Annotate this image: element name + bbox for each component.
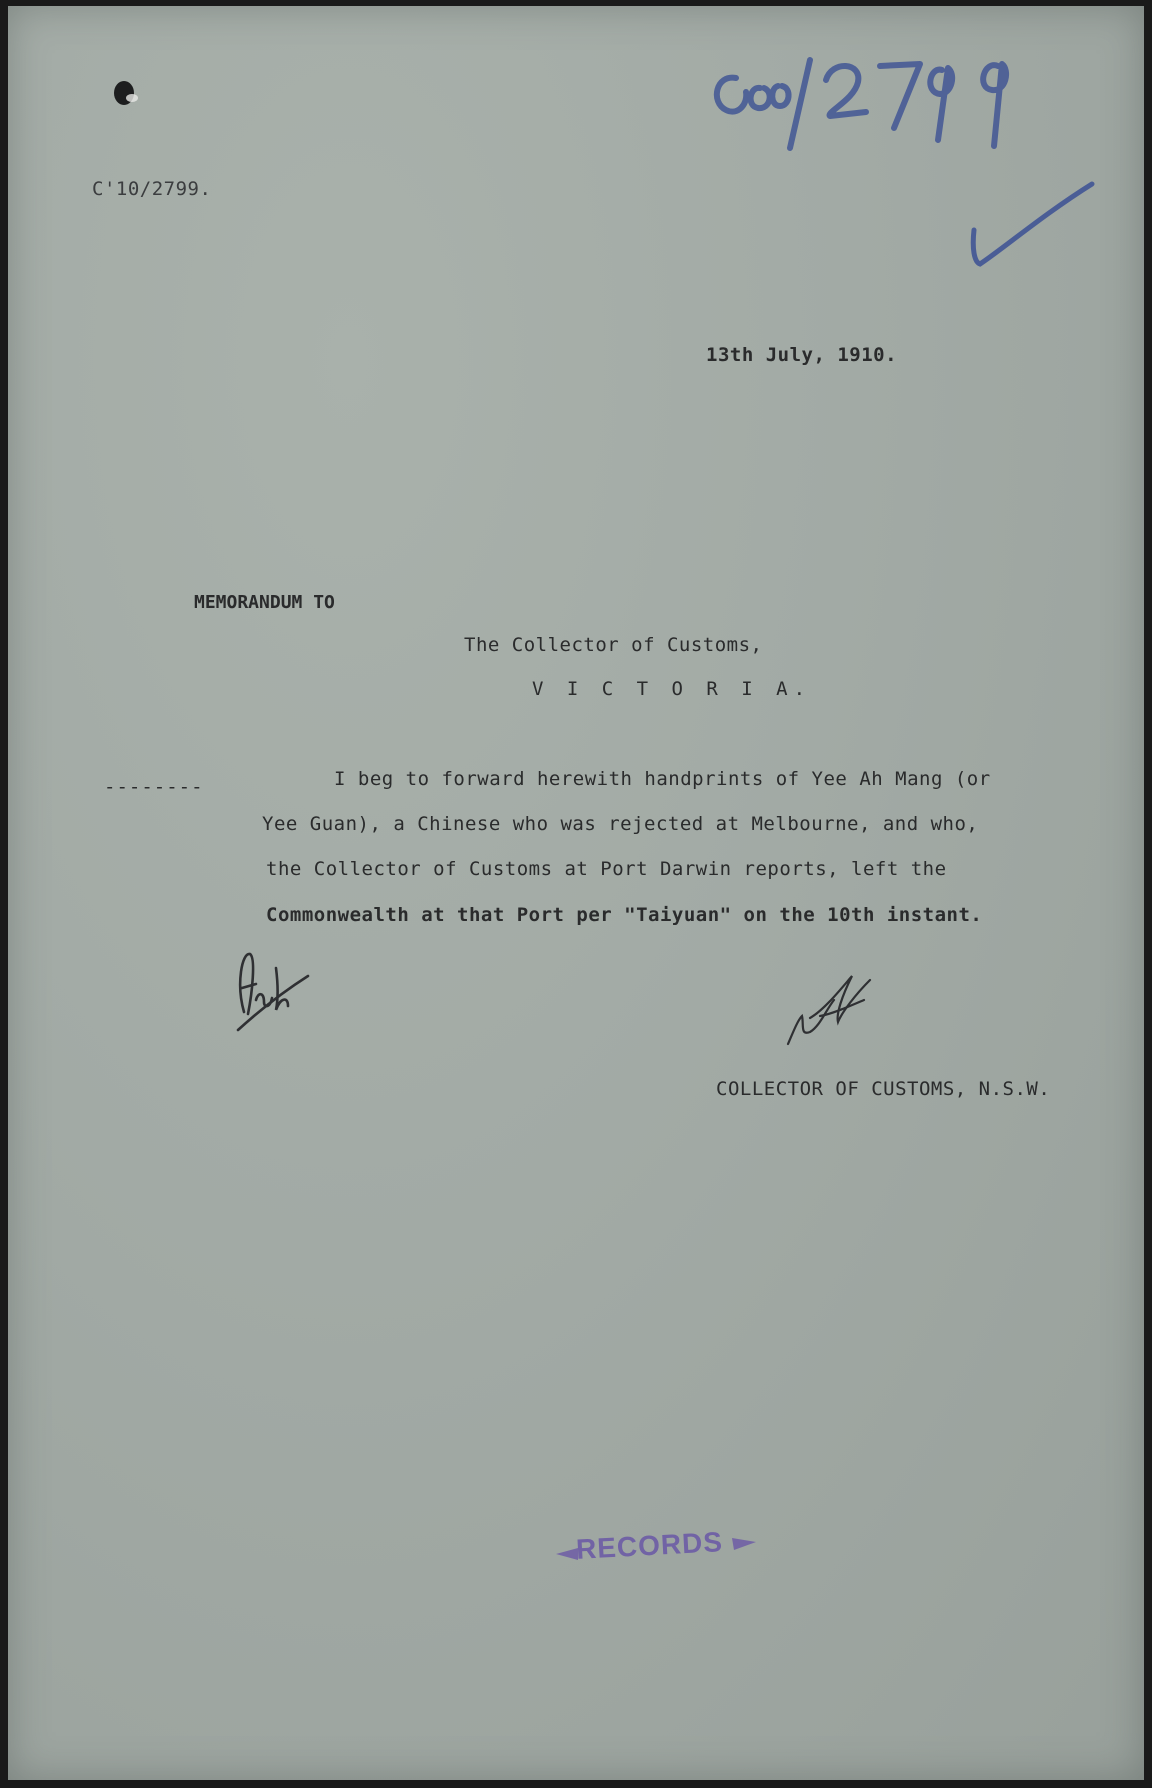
body-line: I beg to forward herewith handprints of Yee Ah Mang (or [334, 768, 991, 790]
signature [780, 970, 880, 1052]
body-line: Commonwealth at that Port per "Taiyuan" on the 10th instant. [266, 904, 983, 926]
body-line: the Collector of Customs at Port Darwin reports, left the [266, 858, 947, 880]
sign-off: COLLECTOR OF CUSTOMS, N.S.W. [716, 1078, 1051, 1100]
addressee-line-2: V I C T O R I A. [532, 678, 812, 700]
handwritten-initials [230, 944, 310, 1036]
records-stamp [552, 1524, 762, 1570]
records-stamp-text: RECORDS [575, 1526, 724, 1565]
file-reference: C'10/2799. [92, 178, 212, 200]
document-date: 13th July, 1910. [706, 344, 898, 366]
margin-dashes: -------- [104, 776, 204, 798]
punch-hole-icon [112, 78, 140, 108]
document-page [8, 6, 1144, 1780]
checkmark-icon [964, 178, 1104, 278]
addressee-line-1: The Collector of Customs, [464, 634, 763, 656]
body-line: Yee Guan), a Chinese who was rejected at Melbourne, and who, [262, 813, 979, 835]
handwritten-file-number [698, 30, 1038, 160]
memo-heading: MEMORANDUM TO [194, 592, 335, 613]
